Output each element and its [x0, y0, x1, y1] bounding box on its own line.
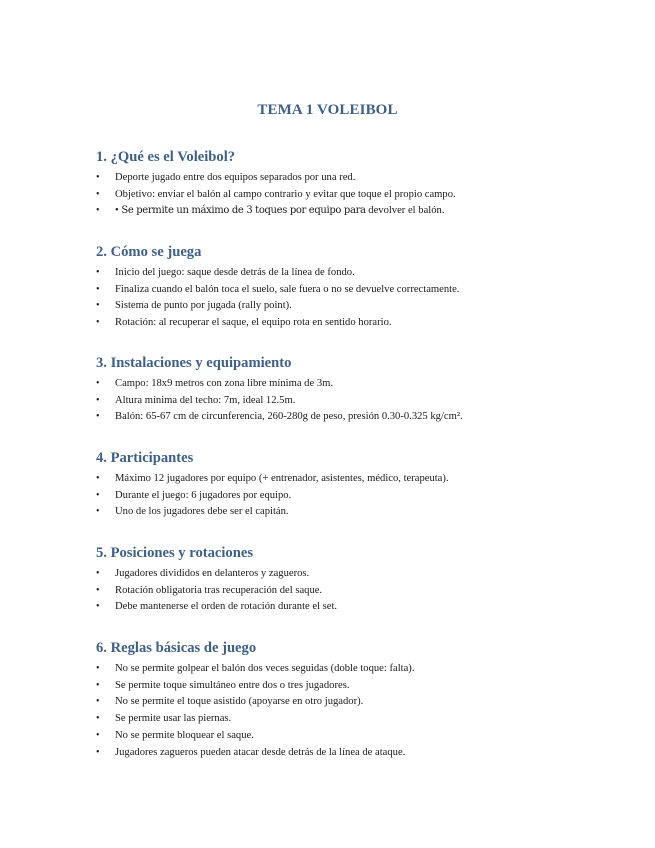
bullet-icon: •	[96, 663, 100, 674]
list-item-text: Rotación obligatoria tras recuperación del saque.	[115, 584, 323, 596]
list-item	[96, 471, 566, 488]
list-item	[96, 694, 566, 711]
list-item-text: Sistema de punto por jugada (rally point).	[115, 300, 292, 312]
bullet-icon: •	[96, 679, 100, 691]
list-item-text: Altura mínima del techo: 7m, ideal 12.5m.	[115, 394, 296, 406]
bullet-list	[96, 170, 566, 220]
list-item	[96, 315, 566, 332]
bullet-icon: •	[96, 696, 100, 708]
section-participantes	[96, 448, 566, 521]
bullet-icon: •	[96, 584, 100, 596]
list-item	[96, 661, 566, 678]
list-item-text: Campo: 18x9 metros con zona libre mínima de 3m.	[115, 378, 334, 389]
bullet-icon: •	[96, 746, 100, 758]
list-item-inline-bullet: •	[115, 205, 122, 217]
list-item	[96, 488, 566, 505]
list-item	[96, 599, 566, 616]
list-item	[96, 504, 566, 521]
list-item	[96, 282, 566, 299]
list-item	[96, 170, 566, 187]
list-item-text: No se permite el toque asistido (apoyarse en otro jugador).	[115, 696, 364, 708]
list-item	[96, 265, 566, 282]
bullet-icon: •	[96, 205, 100, 217]
list-item	[96, 745, 566, 762]
bullet-icon: •	[96, 473, 100, 484]
bullet-icon: •	[96, 729, 100, 741]
bullet-list	[96, 265, 566, 332]
list-item-text: Jugadores divididos en delanteros y zagueros.	[115, 568, 310, 579]
bullet-icon: •	[96, 317, 100, 329]
list-item-text: Uno de los jugadores debe ser el capitán.	[115, 506, 289, 518]
bullet-icon: •	[96, 506, 100, 518]
list-item-text: Se permite toque simultáneo entre dos o tres jugadores.	[115, 679, 350, 691]
list-item-text: Rotación: al recuperar el saque, el equipo rota en sentido horario.	[115, 317, 392, 329]
bullet-icon: •	[96, 411, 100, 423]
bullet-icon: •	[96, 378, 100, 389]
list-item	[96, 298, 566, 315]
list-item	[96, 187, 566, 204]
list-item-text-styled: Se permite un máximo de 3 toques por equipo para	[121, 205, 366, 217]
list-item	[96, 583, 566, 600]
bullet-icon: •	[96, 283, 100, 295]
list-item	[96, 203, 566, 220]
list-item-text: Jugadores zagueros pueden atacar desde detrás de la línea de ataque.	[115, 746, 406, 758]
list-item-text: Deporte jugado entre dos equipos separados por una red.	[115, 172, 356, 183]
section-que-es-voleibol	[96, 147, 566, 220]
list-item-text: Máximo 12 jugadores por equipo (+ entrenador, asistentes, médico, terapeuta).	[115, 473, 449, 484]
section-heading: 4. Participantes	[96, 450, 194, 466]
section-como-se-juega	[96, 242, 566, 332]
section-heading: 6. Reglas básicas de juego	[96, 640, 257, 656]
section-heading: 3. Instalaciones y equipamiento	[96, 355, 292, 371]
bullet-icon: •	[96, 188, 100, 200]
bullet-list	[96, 376, 566, 426]
list-item	[96, 728, 566, 745]
bullet-list	[96, 566, 566, 616]
list-item-text: Inicio del juego: saque desde detrás de la línea de fondo.	[115, 267, 355, 278]
list-item-text: Durante el juego: 6 jugadores por equipo.	[115, 489, 292, 501]
list-item-text-tail: devolver el balón.	[365, 205, 445, 217]
list-item-text: Balón: 65-67 cm de circunferencia, 260-280g de peso, presión 0.30-0.325 kg/cm².	[115, 411, 463, 423]
list-item	[96, 566, 566, 583]
bullet-list	[96, 661, 566, 761]
list-item	[96, 393, 566, 410]
bullet-icon: •	[96, 713, 100, 725]
bullet-icon: •	[96, 267, 100, 278]
bullet-icon: •	[96, 394, 100, 406]
bullet-icon: •	[96, 172, 100, 183]
list-item-text: No se permite golpear el balón dos veces seguidas (doble toque: falta).	[115, 663, 415, 674]
list-item-text: Objetivo: enviar el balón al campo contrario y evitar que toque el propio campo.	[115, 188, 456, 200]
section-heading: 1. ¿Qué es el Voleibol?	[96, 149, 236, 165]
list-item-text: Debe mantenerse el orden de rotación durante el set.	[115, 601, 338, 613]
section-instalaciones-equipamiento	[96, 353, 566, 426]
list-item-text: No se permite bloquear el saque.	[115, 729, 254, 741]
bullet-list	[96, 471, 566, 521]
bullet-icon: •	[96, 300, 100, 312]
list-item-text: Finaliza cuando el balón toca el suelo, sale fuera o no se devuelve correctamente.	[115, 283, 460, 295]
bullet-icon: •	[96, 489, 100, 501]
list-item	[96, 678, 566, 695]
bullet-icon: •	[96, 601, 100, 613]
section-heading: 2. Cómo se juega	[96, 244, 202, 260]
bullet-icon: •	[96, 568, 100, 579]
list-item	[96, 409, 566, 426]
section-heading: 5. Posiciones y rotaciones	[96, 545, 254, 561]
list-item	[96, 711, 566, 728]
list-item-text: Se permite usar las piernas.	[115, 713, 232, 725]
list-item	[96, 376, 566, 393]
document-title: TEMA 1 VOLEIBOL	[257, 102, 398, 118]
section-posiciones-rotaciones	[96, 543, 566, 616]
section-reglas-basicas	[96, 638, 566, 761]
